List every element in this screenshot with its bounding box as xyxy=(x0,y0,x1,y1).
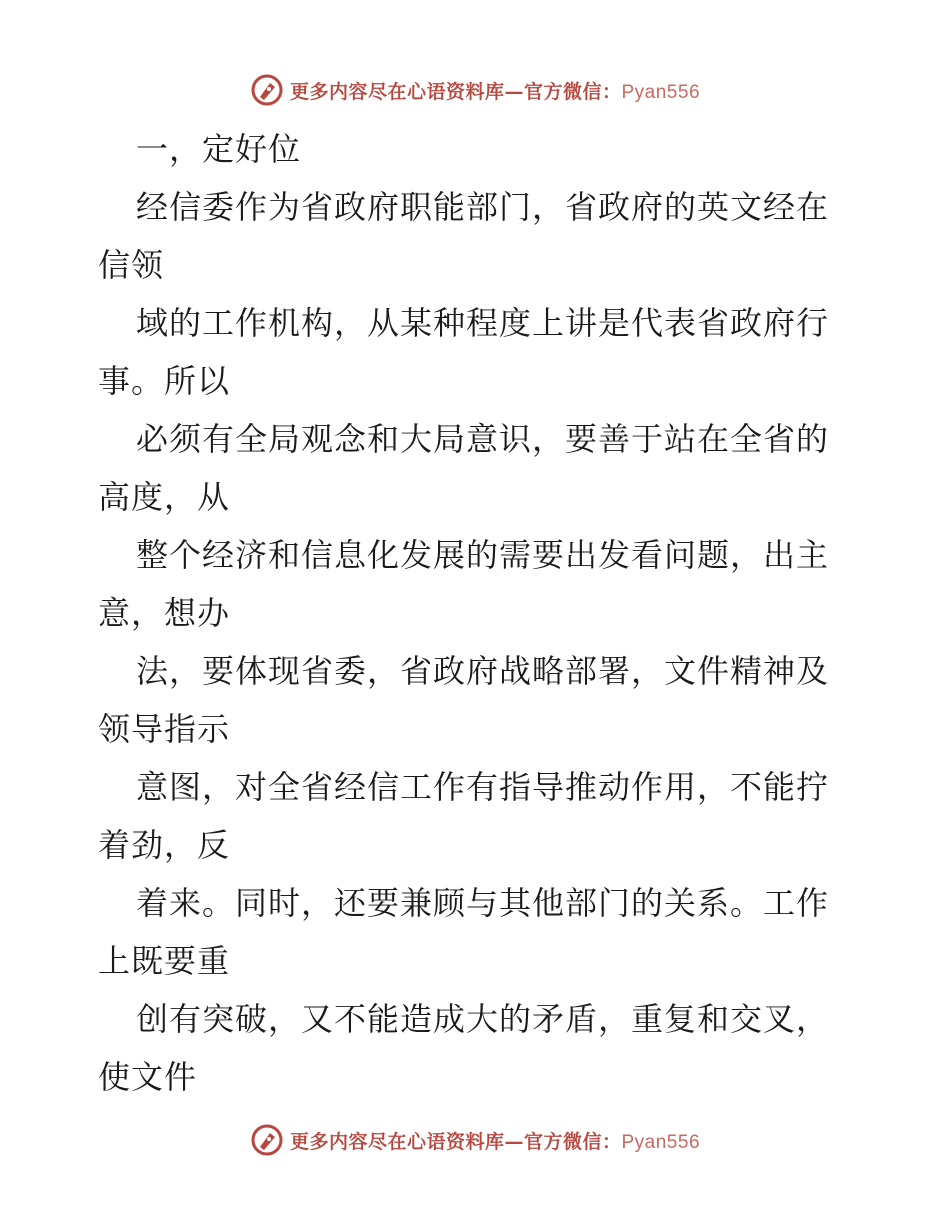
pen-nib-logo-icon xyxy=(250,73,284,107)
watermark-text: 更多内容尽在心语资料库—官方微信：Pyan556 xyxy=(289,80,701,103)
watermark-footer xyxy=(0,1120,950,1160)
watermark-header xyxy=(0,70,950,110)
text-line: 着劲，反 xyxy=(98,826,231,864)
text-line: 领导指示 xyxy=(98,710,231,748)
text-line: 创有突破，又不能造成大的矛盾，重复和交叉， xyxy=(136,1000,830,1038)
text-line: 一，定好位 xyxy=(136,130,302,168)
text-line: 着来。同时，还要兼顾与其他部门的关系。工作 xyxy=(136,884,830,922)
text-line: 意图，对全省经信工作有指导推动作用，不能拧 xyxy=(136,768,830,806)
text-line: 信领 xyxy=(98,246,165,284)
text-line: 意，想办 xyxy=(98,594,231,632)
document-body xyxy=(98,120,858,1106)
text-line: 法，要体现省委，省政府战略部署，文件精神及 xyxy=(136,652,830,690)
text-line: 高度，从 xyxy=(98,478,231,516)
text-line: 事。所以 xyxy=(98,362,231,400)
text-line: 域的工作机构，从某种程度上讲是代表省政府行 xyxy=(136,304,830,342)
text-line: 经信委作为省政府职能部门，省政府的英文经在 xyxy=(136,188,830,226)
text-line: 必须有全局观念和大局意识，要善于站在全省的 xyxy=(136,420,830,458)
text-line: 使文件 xyxy=(98,1058,198,1096)
watermark-text: 更多内容尽在心语资料库—官方微信：Pyan556 xyxy=(289,1130,701,1153)
text-line: 整个经济和信息化发展的需要出发看问题，出主 xyxy=(136,536,830,574)
text-line: 上既要重 xyxy=(98,942,231,980)
pen-nib-logo-icon xyxy=(250,1123,284,1157)
